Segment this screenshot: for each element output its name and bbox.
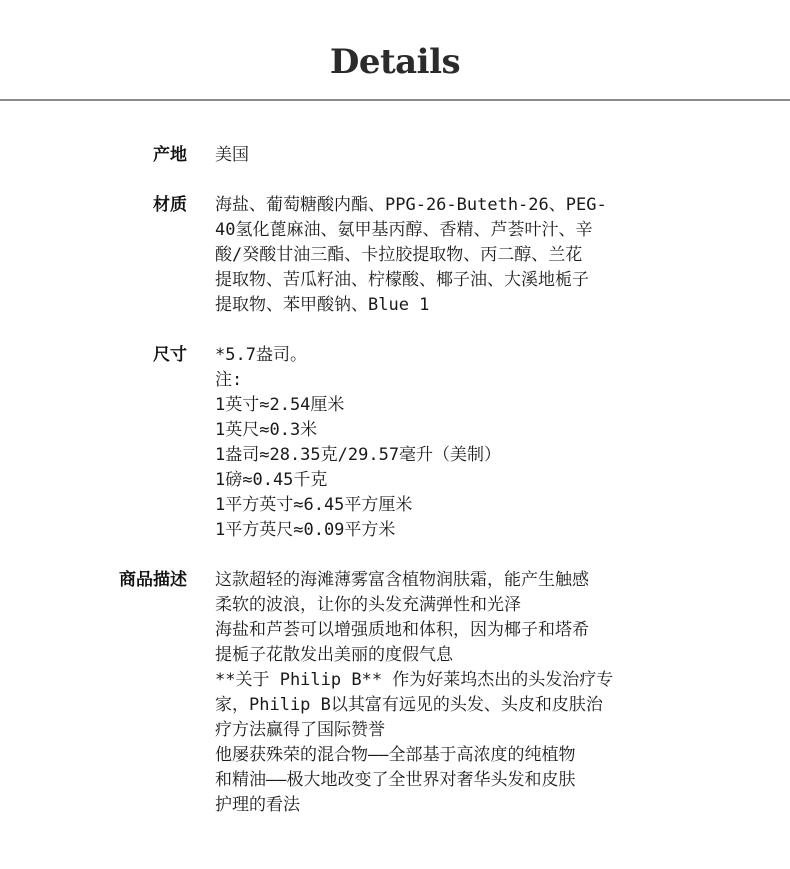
detail-row-origin [0, 143, 790, 168]
size-line: 1英尺≈0.3米 [215, 420, 318, 440]
origin-line: 美国 [215, 145, 249, 165]
description-line: 柔软的波浪，让你的头发充满弹性和光泽 [215, 595, 521, 615]
description-line: 疗方法赢得了国际赞誉 [215, 720, 385, 740]
description-line: 海盐和芦荟可以增强质地和体积，因为椰子和塔希 [215, 620, 589, 640]
description-line: 这款超轻的海滩薄雾富含植物润肤霜，能产生触感 [215, 570, 589, 590]
origin-label: 产地 [153, 145, 187, 165]
detail-row-material [0, 193, 790, 318]
size-label: 尺寸 [153, 345, 187, 365]
detail-row-size [0, 343, 790, 543]
material-value [215, 193, 685, 318]
description-line: 和精油——极大地改变了全世界对奢华头发和皮肤 [215, 770, 576, 790]
size-line: 1盎司≈28.35克/29.57毫升（美制） [215, 445, 502, 465]
material-label: 材质 [153, 195, 187, 215]
material-line: 提取物、苯甲酸钠、Blue 1 [215, 295, 430, 315]
header-divider [0, 99, 790, 101]
material-line: 提取物、苦瓜籽油、柠檬酸、椰子油、大溪地栀子 [215, 270, 589, 290]
size-line: 1英寸≈2.54厘米 [215, 395, 345, 415]
description-line: **关于 Philip B** 作为好莱坞杰出的头发治疗专 [215, 670, 614, 690]
description-line: 提栀子花散发出美丽的度假气息 [215, 645, 453, 665]
size-value [215, 343, 685, 543]
details-section [0, 143, 790, 818]
size-line: *5.7盎司。 [215, 345, 307, 365]
page-title: Details [329, 42, 461, 82]
detail-row-description [0, 568, 790, 818]
size-line: 1平方英寸≈6.45平方厘米 [215, 495, 413, 515]
material-line: 酸/癸酸甘油三酯、卡拉胶提取物、丙二醇、兰花 [215, 245, 583, 265]
size-line: 1平方英尺≈0.09平方米 [215, 520, 396, 540]
description-line: 他屡获殊荣的混合物——全部基于高浓度的纯植物 [215, 745, 576, 765]
description-line: 家，Philip B以其富有远见的头发、头皮和皮肤治 [215, 695, 603, 715]
description-value [215, 568, 685, 818]
size-line: 1磅≈0.45千克 [215, 470, 328, 490]
size-line: 注: [215, 370, 243, 390]
material-line: 40氢化蓖麻油、氨甲基丙醇、香精、芦荟叶汁、辛 [215, 220, 593, 240]
description-label: 商品描述 [119, 570, 187, 590]
page-header [0, 0, 790, 100]
origin-value [215, 143, 685, 168]
description-line: 护理的看法 [215, 795, 300, 815]
material-line: 海盐、葡萄糖酸内酯、PPG-26-Buteth-26、PEG- [215, 195, 607, 215]
